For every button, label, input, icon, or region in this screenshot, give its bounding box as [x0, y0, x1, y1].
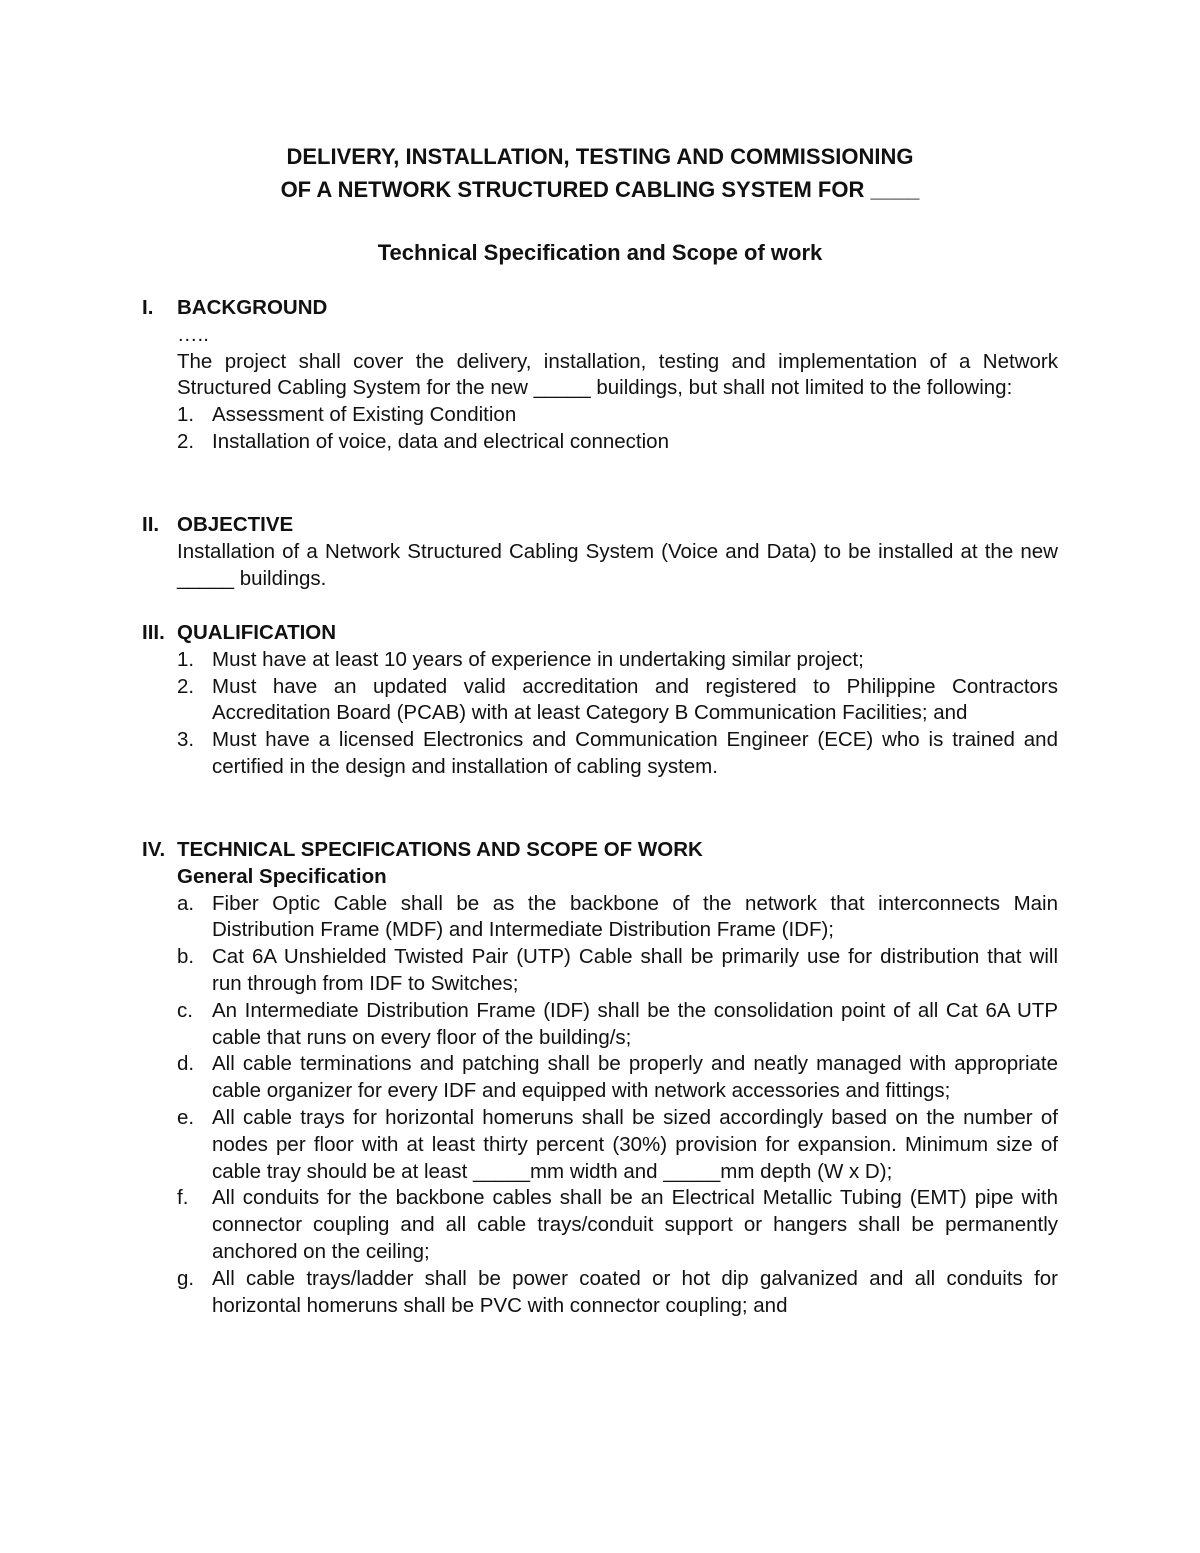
list-marker: d.	[177, 1052, 195, 1076]
section-title: TECHNICAL SPECIFICATIONS AND SCOPE OF WORK	[177, 838, 703, 861]
list-marker: g.	[177, 1266, 195, 1290]
list-text: All conduits for the backbone cables shall be an Electrical Metallic Tubing (EMT) pipe with connector coupling and all cable trays/conduit support or hangers shall be permanently anchored on the ceiling;	[212, 1186, 1058, 1263]
list-item	[177, 1185, 1058, 1265]
list-marker: 1.	[177, 403, 195, 427]
list-text: Cat 6A Unshielded Twisted Pair (UTP) Cable shall be primarily use for distribution that will run through from IDF to Switches;	[212, 945, 1058, 995]
list-text: All cable trays/ladder shall be power coated or hot dip galvanized and all conduits for horizontal homeruns shall be PVC with connector coupling; and	[212, 1266, 1058, 1317]
section-number: II.	[142, 513, 160, 536]
section-number: IV.	[142, 838, 166, 861]
document-subtitle: Technical Specification and Scope of work	[377, 240, 823, 265]
list-text: Must have at least 10 years of experience in undertaking similar project;	[212, 647, 864, 671]
section-body	[177, 647, 1058, 781]
list-marker: 2.	[177, 674, 195, 698]
document-title	[0, 140, 1200, 206]
list-item	[177, 998, 1058, 1052]
section-title: BACKGROUND	[177, 296, 328, 319]
section-heading	[142, 295, 1058, 322]
section-heading	[142, 837, 1058, 864]
section-number: I.	[142, 296, 154, 319]
ellipsis-text: …..	[177, 322, 209, 346]
list-item	[177, 727, 1058, 781]
section-qualification	[142, 620, 1058, 781]
list-item	[177, 1266, 1058, 1320]
list-item	[177, 1105, 1058, 1185]
list-marker: c.	[177, 998, 193, 1022]
list-text: Assessment of Existing Condition	[212, 403, 517, 427]
background-paragraph: The project shall cover the delivery, installation, testing and implementation of a Network Structured Cabling System for the new _____ buildings, but shall not limited to the following:	[177, 349, 1058, 400]
section-heading	[142, 620, 1058, 647]
list-item	[177, 944, 1058, 998]
section-technical	[142, 837, 1058, 1319]
list-text: Must have an updated valid accreditation and registered to Philippine Contractors Accreditation Board (PCAB) with at least Category B Communication Facilities; and	[212, 674, 1058, 725]
list-marker: f.	[177, 1186, 189, 1210]
list-marker: b.	[177, 945, 195, 969]
section-body	[177, 864, 1058, 1320]
section-background	[142, 295, 1058, 456]
title-line-2: OF A NETWORK STRUCTURED CABLING SYSTEM FOR ____	[280, 177, 920, 202]
subsection-heading: General Specification	[177, 864, 387, 888]
list-item	[177, 1051, 1058, 1105]
list-item	[177, 647, 1058, 674]
section-objective	[142, 512, 1058, 592]
list-marker: e.	[177, 1105, 195, 1129]
section-title: OBJECTIVE	[177, 513, 294, 536]
list-item	[177, 402, 1058, 429]
objective-paragraph: Installation of a Network Structured Cabling System (Voice and Data) to be installed at the new _____ buildings.	[177, 539, 1058, 590]
section-title: QUALIFICATION	[177, 621, 337, 644]
list-text: All cable terminations and patching shall be properly and neatly managed with appropriate cable organizer for every IDF and equipped with network accessories and fittings;	[212, 1052, 1058, 1103]
list-text: All cable trays for horizontal homeruns shall be sized accordingly based on the number of nodes per floor with at least thirty percent (30%) provision for expansion. Minimum size of cable tray should be at least _____mm width and _____mm depth (W x D);	[212, 1105, 1058, 1183]
list-text: Fiber Optic Cable shall be as the backbone of the network that interconnects Main Distribution Frame (MDF) and Intermediate Distribution Frame (IDF);	[212, 891, 1058, 942]
list-marker: 1.	[177, 647, 195, 671]
list-item	[177, 674, 1058, 728]
section-number: III.	[142, 621, 165, 644]
list-text: Installation of voice, data and electrical connection	[212, 429, 669, 453]
list-text: Must have a licensed Electronics and Communication Engineer (ECE) who is trained and certified in the design and installation of cabling system.	[212, 728, 1058, 778]
section-body	[177, 539, 1058, 593]
list-item	[177, 891, 1058, 945]
title-line-1: DELIVERY, INSTALLATION, TESTING AND COMMISSIONING	[286, 144, 914, 169]
section-body	[177, 322, 1058, 456]
list-item	[177, 429, 1058, 456]
list-marker: 3.	[177, 728, 195, 752]
section-heading	[142, 512, 1058, 539]
list-marker: a.	[177, 891, 195, 915]
list-text: An Intermediate Distribution Frame (IDF) shall be the consolidation point of all Cat 6A UTP cable that runs on every floor of the building/s;	[212, 998, 1058, 1049]
list-marker: 2.	[177, 429, 195, 453]
